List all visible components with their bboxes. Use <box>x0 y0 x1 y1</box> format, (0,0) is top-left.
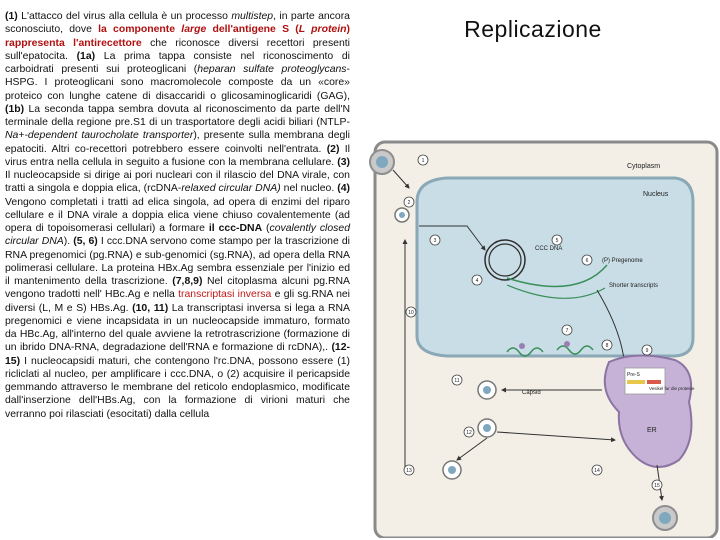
exiting-virion <box>653 506 677 530</box>
slide-title: Replicazione <box>464 16 602 42</box>
replication-text <box>5 10 350 421</box>
text-run: (7,8,9) <box>172 276 203 287</box>
step-number: 12 <box>466 430 472 436</box>
cytoplasm-label: Cytoplasm <box>627 163 661 170</box>
text-run: (10, 11) <box>132 302 169 314</box>
text-run: (2) <box>326 143 340 155</box>
text-run: Il virus entra nella cellula in seguito a fusione con la membrana cellulare. <box>5 143 350 168</box>
capsid-label: Capsid <box>522 390 541 396</box>
text-run: , in parte ancora sconosciuto, dove <box>5 11 350 36</box>
text-run: (12-15) <box>5 342 350 367</box>
incoming-virion <box>370 150 394 174</box>
pre-s-label: Pre-S <box>627 372 640 378</box>
text-run: Il nucleocapside si dirige ai pori nucleari con il rilascio del DNA virale, con tratti a singola e doppia elica, (rcDNA- <box>5 170 350 195</box>
replication-diagram <box>357 140 720 538</box>
nucleus <box>417 178 693 356</box>
text-run: I nucleocapsidi maturi, che contengono l'rc.DNA, possono essere (1) ricliclati al nucleo, per amplificare i ccc.DNA, o (2) acquisire il pericapside gemmando attraverso le membrane del reticolo endoplasmico, modificate dall'inserzione dell'HBs.Ag, con la formazione di virioni maturi che verranno poi rilasciati (esocitati) dalla cellula <box>5 355 350 420</box>
text-run: la componente <box>98 24 182 36</box>
text-run: che riconosce diversi recettori presenti sull'epatocita. <box>5 37 350 62</box>
text-run: ( <box>262 223 270 234</box>
step-number: 9 <box>645 348 649 354</box>
step-number: 11 <box>454 378 460 384</box>
step-number: 4 <box>475 278 479 284</box>
pre-s-bar-1 <box>627 380 645 384</box>
text-run: large <box>181 24 207 36</box>
text-run: La prima tappa consiste nel riconoscimento di carboidrati presenti sui proteoglicani ( <box>5 50 350 75</box>
ccc-label: CCC DNA <box>535 246 563 252</box>
text-run: (1a) <box>76 50 96 62</box>
text-run: (1) <box>5 11 18 22</box>
step-number: 13 <box>406 468 412 474</box>
text-run: transcriptasi inversa <box>178 289 272 301</box>
pregenome-label: (P) Pregenome <box>602 258 643 264</box>
text-run: e gli sg.RNA nei diversi (L, M e S) HBs.Ag. <box>5 289 351 314</box>
er-label: ER <box>647 427 657 434</box>
shorter-transcripts-label: Shorter transcripts <box>609 283 659 289</box>
text-run: nel nucleo. <box>280 183 338 195</box>
text-run: multistep <box>231 11 274 22</box>
step-number: 10 <box>408 310 414 316</box>
vesicle-label: Vesikel fur die proteine <box>649 386 695 391</box>
text-run: I ccc.DNA servono come stampo per la trascrizione di RNA pregenomici (pg.RNA) e sub-genomici (sg.RNA), ad opera della RNA polimerasi cellulare. La proteina HBx.Ag sembra essenziale per l'inizio ed il mantenimento della trascrizione. <box>5 236 350 287</box>
step-number: 15 <box>654 483 660 489</box>
text-run: covalently closed circular DNA <box>5 223 350 248</box>
step-number: 7 <box>565 328 569 334</box>
text-run: il ccc-DNA <box>208 223 263 234</box>
text-run: relaxed circular DNA) <box>181 183 281 195</box>
text-run: (4) <box>337 183 350 195</box>
text-run: La seconda tappa sembra dovuta al riconoscimento da parte dell'N terminale della regione pre.S1 di un trasportatore degli acidi biliari (NTLP- <box>5 103 350 128</box>
text-run: (5, 6) <box>73 236 98 248</box>
text-run: Na+-dependent taurocholate transporter <box>5 130 194 142</box>
text-run: Vengono completati i tratti ad elica singola, ad opera di enzimi del riparo cellulare e il DNA virale a doppia elica viene chiuso covalentemente (ad opera di topoisomerasi cellulari) a formare <box>5 196 350 234</box>
text-run: (1b) <box>5 103 25 115</box>
text-run: L'attacco del virus alla cellula è un processo <box>17 11 232 22</box>
text-run: Nel citoplasma alcuni pg.RNA vengono tradotti nell' HBc.Ag e nella <box>5 276 350 301</box>
text-run: (3) <box>337 156 350 168</box>
step-number: 2 <box>407 200 411 206</box>
text-run: -HSPG. I proteoglicani sono macromolecole composte da un «core» proteico con lunghe catene di disaccaridi o glicosaminoglicaridi (GAG), <box>5 64 351 102</box>
text-run: L protein <box>298 24 347 36</box>
replication-paragraph <box>5 10 350 421</box>
nucleus-label: Nucleus <box>643 191 669 198</box>
step-number: 3 <box>433 238 437 244</box>
text-run: La transcriptasi inversa si lega a RNA pregenomici e viene incapsidata in un nucleocapside immaturo, formato da HBc.Ag, all'interno del quale avviene la retrotrascrizione (formazione di un ibrido DNA-RNA, degradazione dell'RNA e formazione di rcDNA),. <box>5 302 350 354</box>
step-number: 14 <box>594 468 600 474</box>
step-number: 6 <box>585 258 589 264</box>
text-run: heparan sulfate proteoglycans <box>197 64 347 75</box>
capsid-cytoplasm <box>395 208 409 222</box>
pre-s-bar-2 <box>647 380 661 384</box>
step-number: 8 <box>605 343 609 349</box>
step-number: 5 <box>555 238 559 244</box>
text-run: ) rappresenta l'antirecettore <box>5 24 350 49</box>
text-run: ), presente sulla membrana degli epatociti. Altri co-recettori potrebbero essere coinvolti nell'entrata. <box>5 130 350 155</box>
text-run: dell'antigene S ( <box>206 24 299 36</box>
text-run: ). <box>63 236 74 248</box>
step-number: 1 <box>421 158 425 164</box>
